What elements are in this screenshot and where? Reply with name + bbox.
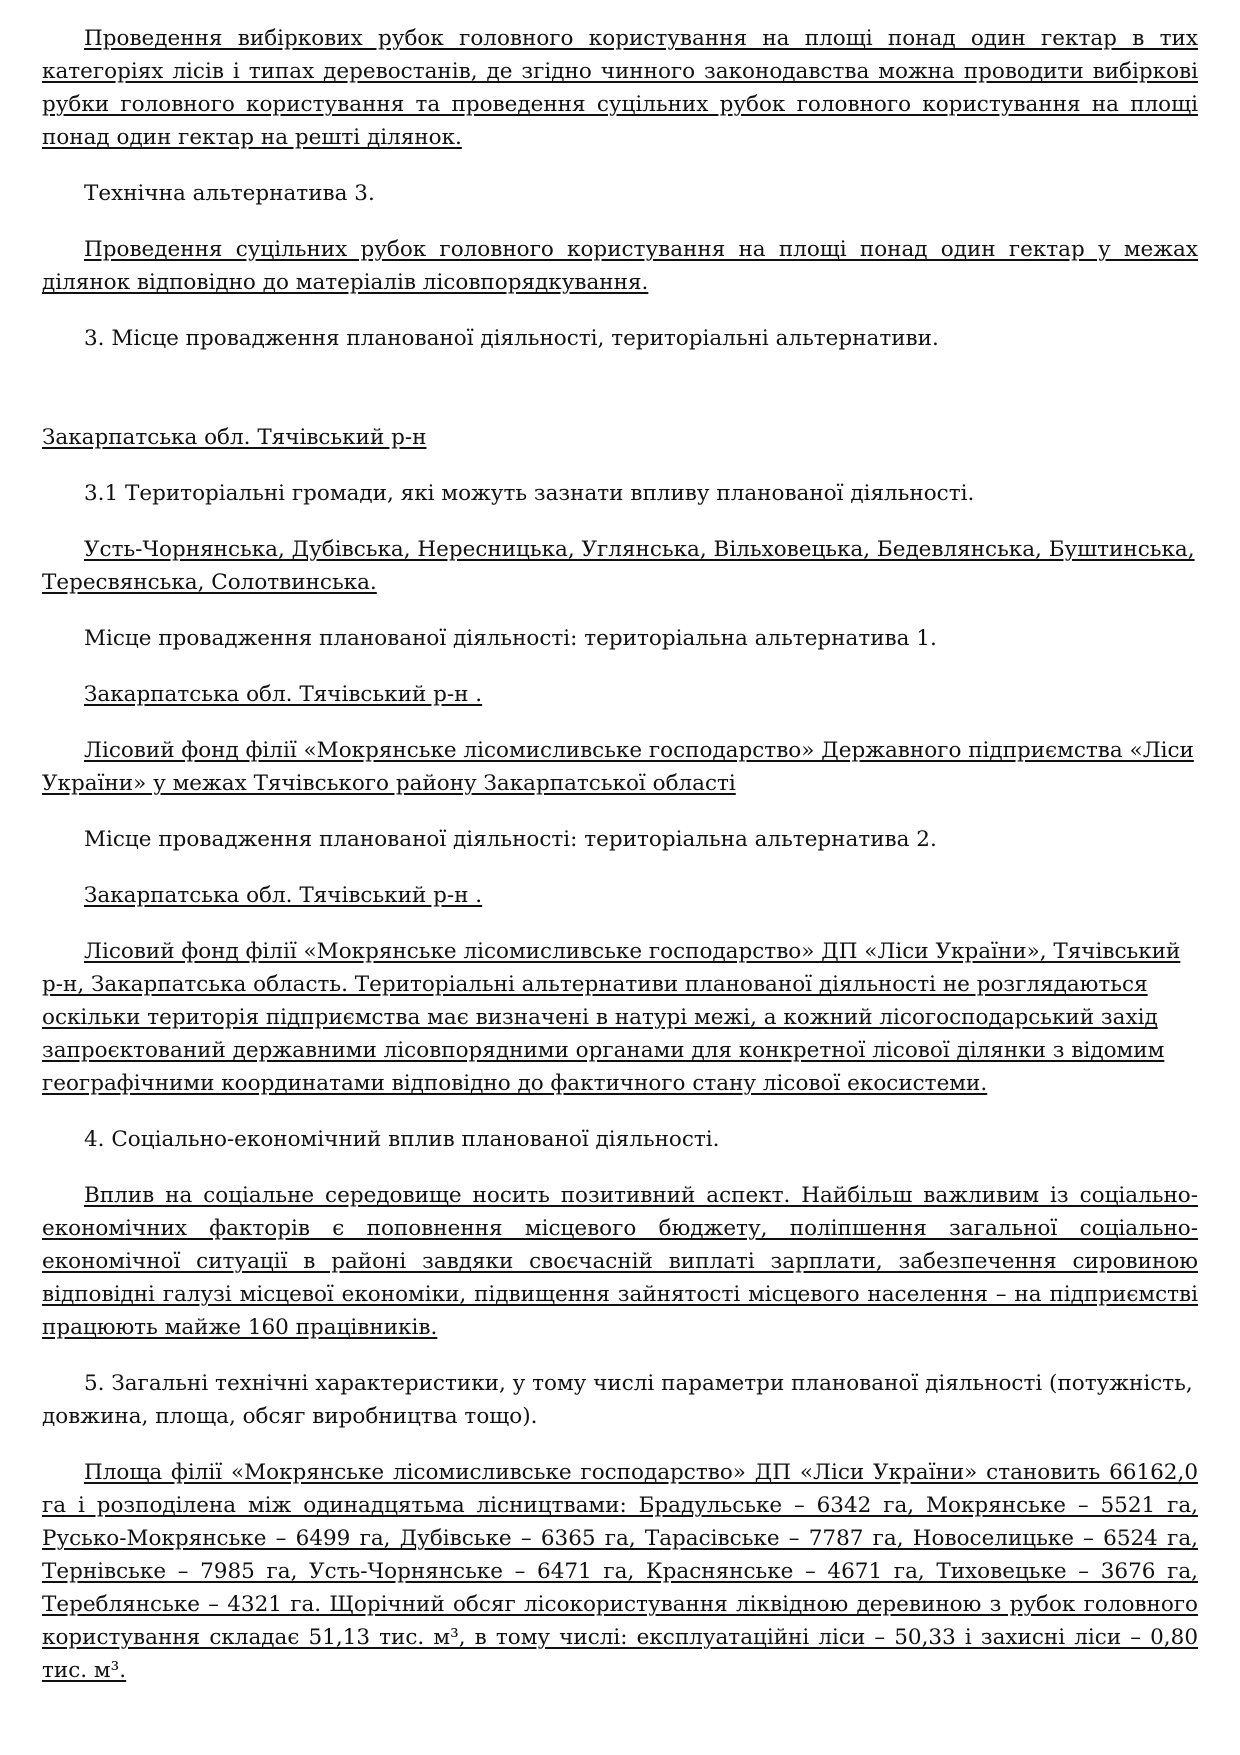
- heading-territorial-alternative-2: Місце провадження планованої діяльності: територіальна альтернатива 2.: [84, 827, 937, 852]
- heading-technical-alternative-3: Технічна альтернатива 3.: [84, 181, 375, 206]
- blank-line: [42, 378, 1198, 421]
- heading-section-3-1: 3.1 Територіальні громади, які можуть зазнати впливу планованої діяльності.: [84, 481, 975, 506]
- heading-territorial-alternative-1: Місце провадження планованої діяльності: територіальна альтернатива 1.: [84, 626, 937, 651]
- paragraph-region-alt-2: Закарпатська обл. Тячівський р-н .: [84, 883, 483, 908]
- paragraph-social-impact: Вплив на соціальне середовище носить позитивний аспект. Найбільш важливим із соціально-економічних факторів є поповнення місцевого бюджету, поліпшення загальної соціально-економічної ситуації в районі завдяки своєчасній виплаті зарплати, забезпечення сировиною відповідні галузі місцевої економіки, підвищення зайнятості місцевого населення – на підприємстві працюють майже 160 працівників.: [42, 1183, 1198, 1340]
- paragraph-region-alt-1: Закарпатська обл. Тячівський р-н .: [84, 682, 483, 707]
- paragraph-region: Закарпатська обл. Тячівський р-н: [42, 425, 427, 450]
- paragraph-communities: Усть-Чорнянська, Дубівська, Нересницька, Углянська, Вільховецька, Бедевлянська, Буштинська, Тересвянська, Солотвинська.: [42, 537, 1195, 595]
- paragraph-clear-felling: Проведення суцільних рубок головного користування на площі понад один гектар у межах ділянок відповідно до матеріалів лісовпорядкування.: [42, 237, 1198, 295]
- heading-section-4: 4. Соціально-економічний вплив планованої діяльності.: [84, 1127, 720, 1152]
- paragraph-technical-characteristics: Площа філії «Мокрянське лісомисливське господарство» ДП «Ліси України» становить 66162,0 га і розподілена між одинадцятьма лісництвами: Брадульське – 6342 га, Мокрянське – 5521 га, Русько-Мокрянське – 6499 га, Дубівське – 6365 га, Тарасівське – 7787 га, Новоселицьке – 6524 га, Тернівське – 7985 га, Усть-Чорнянське – 6471 га, Краснянське – 4671 га, Тиховецьке – 3676 га, Тереблянське – 4321 га. Щорічний обсяг лісокористування ліквідною деревиною з рубок головного користування складає 51,13 тис. м³, в тому числі: експлуатаційні ліси – 50,33 і захисні ліси – 0,80 тис. м³.: [42, 1460, 1198, 1683]
- heading-section-3: 3. Місце провадження планованої діяльності, територіальні альтернативи.: [84, 326, 939, 351]
- paragraph-forest-fund-alt-1: Лісовий фонд філії «Мокрянське лісомисливське господарство» Державного підприємства «Ліси України» у межах Тячівського району Закарпатської області: [42, 738, 1194, 796]
- paragraph-forest-fund-alt-2: Лісовий фонд філії «Мокрянське лісомисливське господарство» ДП «Ліси України», Тячівський р-н, Закарпатська область. Територіальні альтернативи планованої діяльності не розглядаються оскільки територія підприємства має визначені в натурі межі, а кожний лісогосподарський захід запроєктований державними лісовпорядними органами для конкретної лісової ділянки з відомим географічними координатами відповідно до фактичного стану лісової екосистеми.: [42, 939, 1181, 1096]
- heading-section-5: 5. Загальні технічні характеристики, у тому числі параметри планованої діяльності (потужність, довжина, площа, обсяг виробництва тощо).: [42, 1371, 1193, 1429]
- paragraph-selective-felling: Проведення вибіркових рубок головного користування на площі понад один гектар в тих категоріях лісів і типах деревостанів, де згідно чинного законодавства можна проводити вибіркові рубки головного користування та проведення суцільних рубок головного користування на площі понад один гектар на решті ділянок.: [42, 26, 1198, 150]
- document-page: [42, 22, 1198, 1710]
